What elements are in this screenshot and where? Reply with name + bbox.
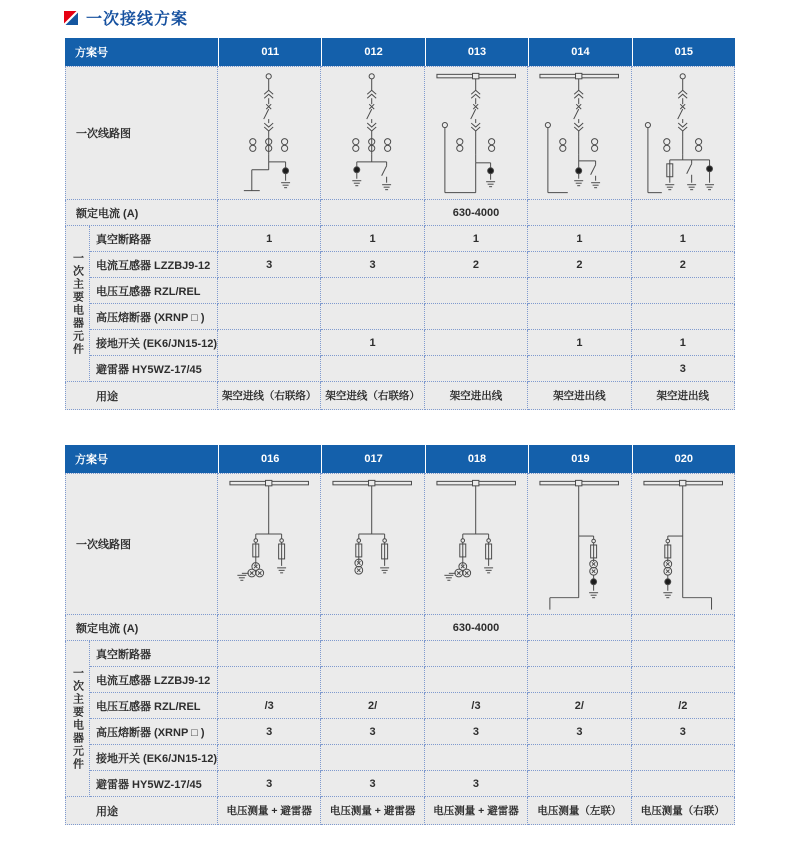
scheme-number-015: 015	[632, 38, 735, 66]
pin-icon	[280, 539, 284, 543]
diagram-013	[425, 67, 527, 199]
terminal-icon	[266, 74, 271, 79]
component-value-015: 1	[632, 226, 735, 252]
component-value-020	[632, 667, 735, 693]
pin-icon	[254, 539, 258, 543]
component-value-020: /2	[632, 693, 735, 719]
component-value-011	[218, 356, 321, 382]
breaker-blade	[264, 109, 269, 119]
busbar-tap	[369, 480, 375, 485]
component-group-label	[65, 226, 90, 382]
section-title-icon	[64, 11, 78, 25]
section-title	[64, 6, 188, 29]
contact-icon	[678, 94, 687, 98]
component-group-label-text: 一次主要电器元件	[71, 666, 84, 771]
diagram-016	[218, 474, 320, 614]
ct-icon	[385, 139, 391, 145]
ct-icon	[385, 145, 391, 151]
component-value-016	[218, 641, 321, 667]
sensor-icon	[354, 167, 360, 173]
breaker-blade	[367, 109, 372, 119]
ct-icon	[695, 139, 701, 145]
busbar-tap	[576, 73, 582, 78]
diagram-020	[632, 474, 734, 614]
pin-icon	[592, 539, 596, 543]
ct-icon	[560, 139, 566, 145]
component-value-019: 2/	[528, 693, 631, 719]
component-row-label: 电压互感器 RZL/REL	[90, 693, 218, 719]
usage-cell-012: 架空进线（右联络）	[321, 382, 424, 410]
usage-cell-017: 电压测量 + 避雷器	[321, 797, 424, 825]
component-row-label: 电流互感器 LZZBJ9-12	[90, 667, 218, 693]
component-value-013	[425, 330, 528, 356]
scheme-no-header: 方案号	[65, 38, 218, 66]
scheme-number-016: 016	[218, 445, 321, 473]
usage-cell-018: 电压测量 + 避雷器	[425, 797, 528, 825]
component-value-013: 2	[425, 252, 528, 278]
ct-icon	[353, 145, 359, 151]
diagram-cell-016	[218, 473, 321, 615]
component-value-017: 3	[321, 771, 424, 797]
ct-icon	[282, 139, 288, 145]
diagram-row-label: 一次线路图	[65, 66, 218, 200]
usage-cell-013: 架空进出线	[425, 382, 528, 410]
diagram-cell-014	[528, 66, 631, 200]
terminal-icon	[645, 122, 650, 127]
contact-icon	[368, 123, 377, 127]
component-value-017: 3	[321, 719, 424, 745]
contact-icon	[678, 123, 687, 127]
usage-cell-015: 架空进出线	[632, 382, 735, 410]
breaker-blade	[677, 109, 682, 119]
usage-cell-014: 架空进出线	[528, 382, 631, 410]
component-value-019	[528, 667, 631, 693]
breaker-blade	[574, 109, 579, 119]
ct-icon	[353, 139, 359, 145]
component-value-016: /3	[218, 693, 321, 719]
page-title: 一次接线方案	[86, 11, 189, 28]
component-value-018: 3	[425, 719, 528, 745]
component-value-016	[218, 667, 321, 693]
component-value-014	[528, 304, 631, 330]
rated-current-label: 额定电流 (A)	[65, 615, 218, 641]
component-value-018	[425, 667, 528, 693]
diagram-018	[425, 474, 527, 614]
component-value-019	[528, 771, 631, 797]
component-value-020	[632, 641, 735, 667]
component-value-014: 2	[528, 252, 631, 278]
component-value-012	[321, 356, 424, 382]
ct-icon	[282, 145, 288, 151]
scheme-table-016-020	[65, 445, 735, 825]
diagram-011	[218, 67, 320, 199]
pin-icon	[487, 539, 491, 543]
busbar-tap	[472, 480, 478, 485]
scheme-number-012: 012	[321, 38, 424, 66]
ct-icon	[457, 145, 463, 151]
diagram-cell-019	[528, 473, 631, 615]
component-value-016: 3	[218, 771, 321, 797]
component-value-012	[321, 278, 424, 304]
pin-icon	[383, 539, 387, 543]
rated-current-label: 额定电流 (A)	[65, 200, 218, 226]
breaker-blade	[471, 109, 476, 119]
component-row-label: 高压熔断器 (XRNP □ )	[90, 304, 218, 330]
component-value-015: 3	[632, 356, 735, 382]
component-value-015	[632, 304, 735, 330]
rated-current-cell-019	[528, 615, 631, 641]
ct-icon	[488, 145, 494, 151]
component-value-014	[528, 278, 631, 304]
sensor-icon	[591, 579, 597, 585]
component-value-015	[632, 278, 735, 304]
contact-icon	[574, 94, 583, 98]
ct-icon	[560, 145, 566, 151]
ct-icon	[250, 145, 256, 151]
component-value-018: /3	[425, 693, 528, 719]
sensor-icon	[576, 168, 582, 174]
busbar-tap	[679, 480, 685, 485]
component-row-label: 高压熔断器 (XRNP □ )	[90, 719, 218, 745]
rated-current-cell-012	[321, 200, 424, 226]
diagram-cell-012	[321, 66, 424, 200]
component-row-label: 电压互感器 RZL/REL	[90, 278, 218, 304]
component-value-011	[218, 278, 321, 304]
contact-icon	[471, 94, 480, 98]
scheme-number-017: 017	[321, 445, 424, 473]
busbar-tap	[266, 480, 272, 485]
scheme-number-011: 011	[218, 38, 321, 66]
component-value-012: 1	[321, 226, 424, 252]
diagram-014	[528, 67, 630, 199]
scheme-number-020: 020	[632, 445, 735, 473]
component-row-label: 避雷器 HY5WZ-17/45	[90, 771, 218, 797]
sensor-icon	[706, 166, 712, 172]
component-value-017	[321, 641, 424, 667]
usage-row-label: 用途	[65, 797, 218, 825]
component-value-020: 3	[632, 719, 735, 745]
diagram-cell-011	[218, 66, 321, 200]
contact-icon	[471, 123, 480, 127]
busbar-tap	[472, 73, 478, 78]
component-value-013	[425, 304, 528, 330]
earth-switch-icon	[591, 165, 596, 175]
component-row-label: 真空断路器	[90, 641, 218, 667]
component-value-017	[321, 667, 424, 693]
component-value-016	[218, 745, 321, 771]
component-value-015: 2	[632, 252, 735, 278]
terminal-icon	[442, 122, 447, 127]
sensor-icon	[487, 168, 493, 174]
component-value-011: 1	[218, 226, 321, 252]
component-row-label: 电流互感器 LZZBJ9-12	[90, 252, 218, 278]
diagram-row-label: 一次线路图	[65, 473, 218, 615]
component-value-014: 1	[528, 330, 631, 356]
component-value-019	[528, 641, 631, 667]
ct-icon	[663, 139, 669, 145]
component-value-013	[425, 278, 528, 304]
ct-icon	[250, 139, 256, 145]
component-value-013: 1	[425, 226, 528, 252]
diagram-015	[632, 67, 734, 199]
diagram-cell-018	[425, 473, 528, 615]
diagram-017	[321, 474, 423, 614]
pin-icon	[461, 539, 465, 543]
component-value-011	[218, 304, 321, 330]
component-value-012	[321, 304, 424, 330]
earth-switch-icon	[686, 164, 691, 174]
diagram-019	[528, 474, 630, 614]
component-value-012: 3	[321, 252, 424, 278]
rated-current-cell-020	[632, 615, 735, 641]
contact-icon	[264, 94, 273, 98]
pin-icon	[666, 539, 670, 543]
component-row-label: 接地开关 (EK6/JN15-12)	[90, 745, 218, 771]
component-row-label: 避雷器 HY5WZ-17/45	[90, 356, 218, 382]
usage-cell-020: 电压测量（右联）	[632, 797, 735, 825]
busbar-tap	[576, 480, 582, 485]
rated-current-cell-013: 630-4000	[425, 200, 528, 226]
ct-icon	[695, 145, 701, 151]
diagram-012	[321, 67, 423, 199]
diagram-cell-013	[425, 66, 528, 200]
sensor-icon	[664, 579, 670, 585]
component-value-016: 3	[218, 719, 321, 745]
rated-current-cell-011	[218, 200, 321, 226]
rated-current-cell-014	[528, 200, 631, 226]
diagram-cell-020	[632, 473, 735, 615]
scheme-table-011-015	[65, 38, 735, 410]
contact-icon	[368, 94, 377, 98]
scheme-no-header: 方案号	[65, 445, 218, 473]
component-value-018: 3	[425, 771, 528, 797]
component-value-019	[528, 745, 631, 771]
pin-icon	[357, 539, 361, 543]
scheme-number-014: 014	[528, 38, 631, 66]
rated-current-cell-018: 630-4000	[425, 615, 528, 641]
usage-cell-019: 电压测量（左联）	[528, 797, 631, 825]
scheme-number-013: 013	[425, 38, 528, 66]
component-value-017: 2/	[321, 693, 424, 719]
sensor-icon	[283, 168, 289, 174]
component-value-015: 1	[632, 330, 735, 356]
ct-icon	[488, 139, 494, 145]
component-value-018	[425, 641, 528, 667]
ct-icon	[592, 139, 598, 145]
component-value-018	[425, 745, 528, 771]
rated-current-cell-015	[632, 200, 735, 226]
diagram-cell-017	[321, 473, 424, 615]
component-value-012: 1	[321, 330, 424, 356]
ct-icon	[663, 145, 669, 151]
component-value-014	[528, 356, 631, 382]
rated-current-cell-016	[218, 615, 321, 641]
ct-icon	[457, 139, 463, 145]
contact-icon	[264, 123, 273, 127]
component-value-013	[425, 356, 528, 382]
earth-switch-icon	[382, 166, 387, 176]
component-value-011: 3	[218, 252, 321, 278]
component-group-label-text: 一次主要电器元件	[71, 251, 84, 356]
component-row-label: 接地开关 (EK6/JN15-12)	[90, 330, 218, 356]
terminal-icon	[370, 74, 375, 79]
scheme-number-019: 019	[528, 445, 631, 473]
component-value-017	[321, 745, 424, 771]
component-value-020	[632, 745, 735, 771]
component-value-014: 1	[528, 226, 631, 252]
ct-icon	[592, 145, 598, 151]
usage-cell-011: 架空进线（右联络）	[218, 382, 321, 410]
component-value-011	[218, 330, 321, 356]
terminal-icon	[680, 74, 685, 79]
component-value-019: 3	[528, 719, 631, 745]
usage-cell-016: 电压测量 + 避雷器	[218, 797, 321, 825]
contact-icon	[574, 123, 583, 127]
usage-row-label: 用途	[65, 382, 218, 410]
scheme-number-018: 018	[425, 445, 528, 473]
diagram-cell-015	[632, 66, 735, 200]
terminal-icon	[545, 122, 550, 127]
rated-current-cell-017	[321, 615, 424, 641]
component-row-label: 真空断路器	[90, 226, 218, 252]
component-group-label	[65, 641, 90, 797]
component-value-020	[632, 771, 735, 797]
